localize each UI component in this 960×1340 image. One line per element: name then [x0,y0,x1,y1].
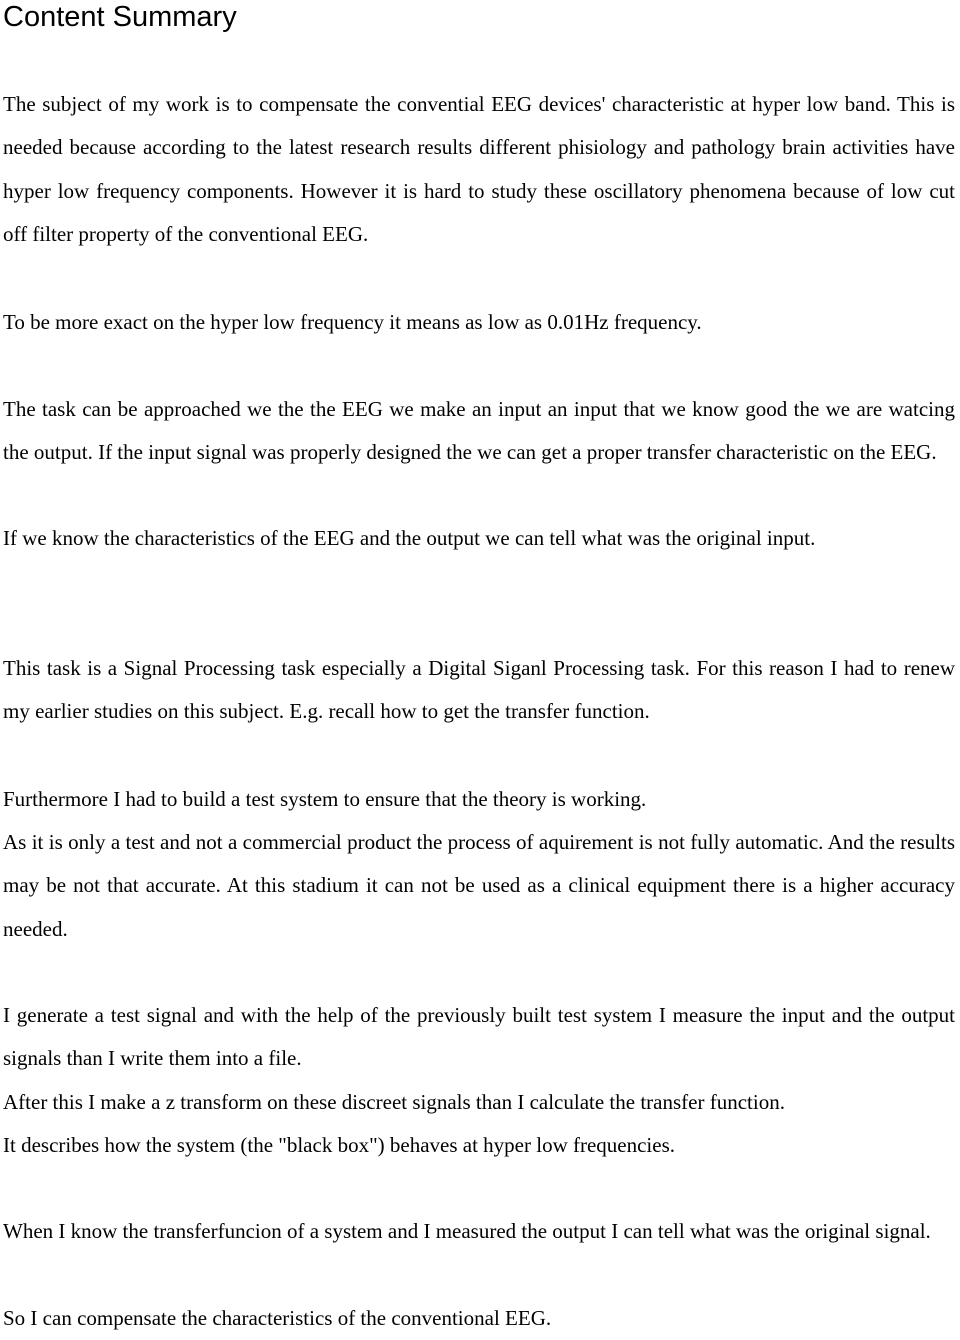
paragraph-frequency: To be more exact on the hyper low frequency it means as low as 0.01Hz frequency. [3,310,702,334]
paragraph-original-input: If we know the characteristics of the EEG and the output we can tell what was the original input. [3,526,816,550]
paragraph-z-transform: After this I make a z transform on these discreet signals than I calculate the transfer function. [3,1090,785,1114]
paragraph-task-approach: The task can be approached we the the EEG we make an input an input that we know good the we are watcing the output. If the input signal was properly designed the we can get a proper transfer characteristic on the EEG. [3,397,955,465]
paragraph-subject: The subject of my work is to compensate the convential EEG devices' characteristic at hyper low band. This is needed because according to the latest research results different phisiology and pathology brain activities have hyper low frequency components. However it is hard to study these oscillatory phenomena because of low cut off filter property of the conventional EEG. [3,92,955,247]
paragraph-accuracy: As it is only a test and not a commercial product the process of aquirement is not fully automatic. And the results may be not that accurate. At this stadium it can not be used as a clinical equipment there is a higher accuracy needed. [3,830,955,941]
paragraph-generate-signal: I generate a test signal and with the help of the previously built test system I measure the input and the output signals than I write them into a file. [3,1003,955,1071]
paragraph-signal-processing: This task is a Signal Processing task especially a Digital Siganl Processing task. For this reason I had to renew my earlier studies on this subject. E.g. recall how to get the transfer function. [3,656,955,724]
paragraph-transfer-function: When I know the transferfuncion of a system and I measured the output I can tell what was the original signal. [3,1219,931,1243]
page-title: Content Summary [3,1,237,33]
paragraph-test-system: Furthermore I had to build a test system to ensure that the theory is working. [3,787,647,811]
paragraph-conclusion: So I can compensate the characteristics of the conventional EEG. [3,1306,552,1330]
paragraph-black-box: It describes how the system (the "black box") behaves at hyper low frequencies. [3,1133,676,1157]
